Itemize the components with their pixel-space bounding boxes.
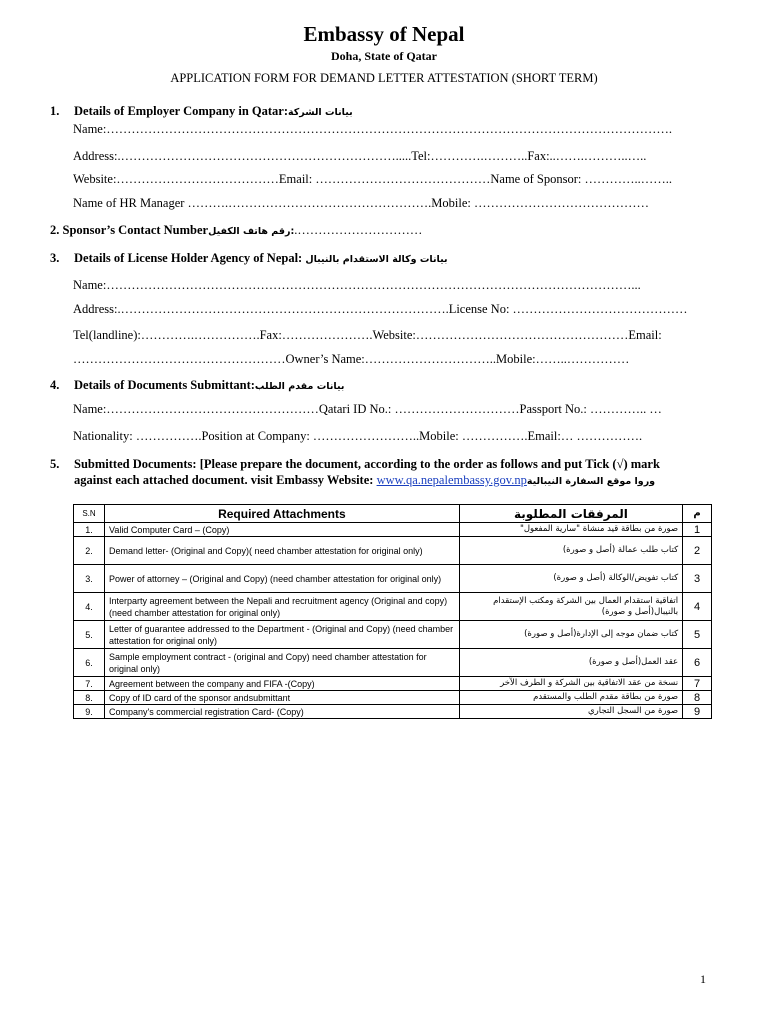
table-row — [74, 691, 712, 705]
row-arabic-attachment: اتفاقية استقدام العمال بين الشركة ومكتب الإستقدام بالنيبال(أصل و صورة) — [459, 593, 682, 621]
section-3-label: Details of License Holder Agency of Nepal: — [74, 251, 303, 265]
section-4-heading — [50, 378, 344, 393]
section-1-label: Details of Employer Company in Qatar: — [74, 104, 288, 118]
row-number: 7. — [74, 677, 105, 691]
page-number: 1 — [700, 972, 706, 986]
attachments-body — [74, 523, 712, 719]
agency-owner-field[interactable]: ……………………………………………Owner’s Name:…………………………..Mobile:……..…………… — [73, 352, 630, 366]
section-2-label: 2. Sponsor’s Contact Number — [50, 223, 209, 237]
row-arabic-attachment: صورة من السجل التجاري — [459, 705, 682, 719]
row-required-attachment: Company's commercial registration Card- (Copy) — [104, 705, 459, 719]
form-title: APPLICATION FORM FOR DEMAND LETTER ATTESTATION (SHORT TERM) — [170, 71, 598, 85]
row-number: 6. — [74, 649, 105, 677]
section-5-heading — [50, 457, 660, 472]
row-required-attachment: Valid Computer Card – (Copy) — [104, 523, 459, 537]
header-sn: S.N — [74, 505, 105, 523]
row-required-attachment: Agreement between the company and FIFA -(Copy) — [104, 677, 459, 691]
section-3-arabic: بيانات وكالة الاستقدام بالنيبال — [305, 254, 448, 265]
row-arabic-number: 9 — [683, 705, 712, 719]
section-1-number: 1. — [50, 104, 60, 118]
row-arabic-number: 1 — [683, 523, 712, 537]
table-header-row — [74, 505, 712, 523]
row-required-attachment: Power of attorney – (Original and Copy) (need chamber attestation for original only) — [104, 565, 459, 593]
agency-tel-field[interactable]: Tel(landline):………….…………….Fax:………………….Website:……………………………………………Email: — [73, 328, 662, 342]
row-number: 5. — [74, 621, 105, 649]
row-number: 2. — [74, 537, 105, 565]
table-row — [74, 705, 712, 719]
section-3-heading — [50, 251, 448, 266]
section-5-line2 — [74, 473, 655, 488]
table-row — [74, 537, 712, 565]
agency-address-field[interactable]: Address:.…………………………………………………………………….License No: …………………………………… — [73, 302, 688, 316]
row-arabic-attachment: كتاب طلب عمالة (أصل و صورة) — [459, 537, 682, 565]
header-arabic-number: م — [683, 505, 712, 523]
row-number: 1. — [74, 523, 105, 537]
sponsor-contact-field[interactable]: .………………………… — [294, 223, 423, 237]
row-arabic-number: 3 — [683, 565, 712, 593]
row-required-attachment: Copy of ID card of the sponsor andsubmittant — [104, 691, 459, 705]
employer-address-field[interactable]: Address:.………………………………………………………….....Tel:………….………..Fax:..…….………..….. — [73, 149, 647, 163]
row-arabic-attachment: نسخة من عقد الاتفاقية بين الشركة و الطرف الآخر — [459, 677, 682, 691]
page-subtitle: Doha, State of Qatar — [331, 49, 437, 63]
header-arabic-attachments: المرفقات المطلوبة — [459, 505, 682, 523]
attachments-table — [73, 504, 712, 719]
table-row — [74, 677, 712, 691]
table-row — [74, 593, 712, 621]
row-arabic-attachment: صورة من بطاقة مقدم الطلب والمستقدم — [459, 691, 682, 705]
section-4-label: Details of Documents Submittant: — [74, 378, 255, 392]
row-arabic-number: 4 — [683, 593, 712, 621]
page-title: Embassy of Nepal — [303, 22, 465, 46]
row-arabic-attachment: صورة من بطاقة قيد منشاة "سارية المفعول" — [459, 523, 682, 537]
section-2-arabic: رقم هاتف الكفيل: — [208, 226, 295, 237]
row-required-attachment: Demand letter- (Original and Copy)( need chamber attestation for original only) — [104, 537, 459, 565]
section-5-line2-text: against each attached document. visit Embassy Website: — [74, 473, 377, 487]
row-required-attachment: Sample employment contract - (original and Copy) need chamber attestation for original only) — [104, 649, 459, 677]
section-5-line1: Submitted Documents: [Please prepare the document, according to the order as follows and put Tick (√) mark — [74, 457, 660, 471]
section-4-arabic: بيانات مقدم الطلب — [254, 381, 345, 392]
table-row — [74, 565, 712, 593]
agency-name-field[interactable]: Name:………………………………………………………………………………………………………………... — [73, 278, 641, 292]
row-arabic-attachment: كتاب تفويض/الوكالة (أصل و صورة) — [459, 565, 682, 593]
submittant-name-field[interactable]: Name:……………………………………………Qatari ID No.: …………………………Passport No.: ………….. … — [73, 402, 662, 416]
table-row — [74, 621, 712, 649]
embassy-website-link[interactable]: www.qa.nepalembassy.gov.np — [376, 473, 527, 487]
section-1-heading — [50, 104, 353, 119]
row-number: 4. — [74, 593, 105, 621]
section-5-number: 5. — [50, 457, 60, 471]
submittant-nationality-field[interactable]: Nationality: …………….Position at Company: ……………………..Mobile: …………….Email:… ……………. — [73, 429, 643, 443]
row-number: 9. — [74, 705, 105, 719]
row-required-attachment: Letter of guarantee addressed to the Department - (Original and Copy) (need chamber attestation for original only) — [104, 621, 459, 649]
employer-website-field[interactable]: Website:…………………………………Email: ……………………………………Name of Sponsor: …………..…….. — [73, 172, 672, 186]
section-4-number: 4. — [50, 378, 60, 392]
row-arabic-number: 8 — [683, 691, 712, 705]
row-arabic-attachment: كتاب ضمان موجه إلى الإدارة(أصل و صورة) — [459, 621, 682, 649]
row-arabic-number: 2 — [683, 537, 712, 565]
section-2-heading — [50, 223, 422, 238]
table-row — [74, 649, 712, 677]
section-5-arabic: وروا موقع السفارة النيبالية — [526, 476, 656, 487]
row-arabic-attachment: عقد العمل(أصل و صورة) — [459, 649, 682, 677]
row-arabic-number: 6 — [683, 649, 712, 677]
row-number: 8. — [74, 691, 105, 705]
section-1-arabic: بيانات الشركة — [288, 107, 353, 118]
row-number: 3. — [74, 565, 105, 593]
section-3-number: 3. — [50, 251, 60, 265]
employer-name-field[interactable]: Name:………………………………………………………………………………………………………………………. — [73, 122, 672, 136]
row-required-attachment: Interparty agreement between the Nepali and recruitment agency (Original and copy) (need chamber attestation for original only) — [104, 593, 459, 621]
row-arabic-number: 7 — [683, 677, 712, 691]
hr-manager-field[interactable]: Name of HR Manager ……….………………………………………….Mobile: …………………………………… — [73, 196, 650, 210]
header-required-attachments: Required Attachments — [104, 505, 459, 523]
table-row — [74, 523, 712, 537]
row-arabic-number: 5 — [683, 621, 712, 649]
